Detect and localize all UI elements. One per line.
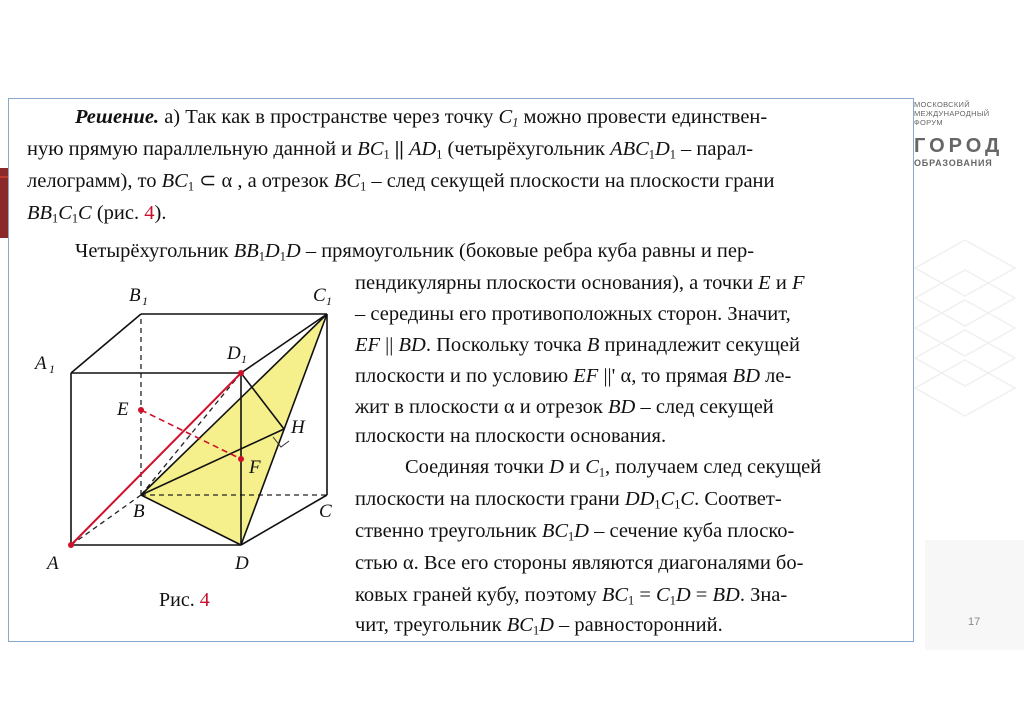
caption-number: 4 (199, 589, 210, 611)
label-D1-sub: 1 (241, 352, 247, 366)
label-D1: D (227, 343, 241, 364)
text-line-1: Решение. а) Так как в пространстве через точку $C_1$ можно провести единствен- (75, 106, 768, 130)
text-span: а) Так как в пространстве через точку (159, 106, 499, 128)
text-span: принадлежит секущей (599, 334, 800, 356)
text-span: , то прямая (631, 365, 733, 387)
text-span: плоскости и по условию (355, 365, 574, 387)
figure-reference: 4 (144, 202, 155, 224)
label-A: A (47, 553, 59, 574)
text-span: ную прямую параллельную данной и (27, 138, 358, 160)
text-span: – равносторонний. (553, 614, 723, 636)
point-D1 (238, 370, 244, 376)
text-line-16: ковых граней кубу, поэтому $BC_1 = C_1D$ = BD. Зна- (355, 584, 788, 608)
text-line-5: Четырёхугольник $BB_1D_1D$ – прямоугольник (боковые ребра куба равны и пер- (75, 240, 755, 264)
text-span: и отрезок (514, 396, 608, 418)
logo-org-line3: ФОРУМ (914, 118, 943, 127)
text-span: жит в плоскости (355, 396, 504, 418)
text-span: ственно треугольник (355, 520, 542, 542)
decorative-tiles (905, 240, 1024, 660)
caption-text: Рис. (159, 589, 195, 611)
cube-figure (29, 279, 349, 599)
label-F: F (249, 457, 261, 478)
text-span: лелограмм), то (27, 170, 162, 192)
text-span: – середины его противоположных сторон. Значит, (355, 303, 791, 325)
text-span: , а отрезок (232, 170, 334, 192)
text-line-13: плоскости на плоскости грани $DD_1C_1C$. Соответ- (355, 488, 782, 512)
text-line-14: ственно треугольник $BC_1D$ – сечение куба плоско- (355, 520, 795, 544)
edge-AB (71, 495, 141, 545)
text-line-3: лелограмм), то $BC_1$ ⊂ α , а отрезок $BC_1$ – след секущей плоскости на плоскости грани (27, 170, 775, 194)
label-A1-sub: 1 (49, 362, 55, 376)
text-span: – след секущей плоскости на плоскости грани (366, 170, 775, 192)
point-F (238, 456, 244, 462)
text-span: . Зна- (739, 584, 788, 606)
text-span: и (563, 456, 586, 478)
text-span: ). (154, 202, 167, 224)
label-C1: C (313, 285, 326, 306)
text-span: ковых граней кубу, поэтому (355, 584, 602, 606)
text-span: плоскости на плоскости основания. (355, 425, 667, 447)
text-line-2: ную прямую параллельную данной и $BC_1$ || $AD_1$ (четырёхугольник $ABC_1D_1$ – парал- (27, 138, 754, 162)
figure-caption (159, 589, 210, 612)
text-line-6: пендикулярны плоскости основания), а точки E и F (355, 272, 805, 294)
text-line-12: Соединяя точки D и $C_1$, получаем след секущей (405, 456, 822, 480)
logo-big-text: ГОРОД (914, 135, 1004, 157)
text-span: Четырёхугольник (75, 240, 234, 262)
logo-org-line1: МОСКОВСКИЙ (914, 100, 970, 109)
logo-small-text: ОБРАЗОВАНИЯ (914, 158, 993, 168)
label-H: H (291, 417, 305, 438)
logo-org-line2: МЕЖДУНАРОДНЫЙ (914, 109, 990, 118)
text-line-7 (355, 302, 791, 326)
text-span: , получаем след секущей (605, 456, 822, 478)
label-E: E (117, 399, 129, 420)
point-E (138, 407, 144, 413)
text-line-17: чит, треугольник $BC_1D$ – равносторонний. (355, 614, 723, 638)
text-span: . Поскольку точка (425, 334, 587, 356)
label-C1-sub: 1 (326, 294, 332, 308)
edge-A1B1 (71, 314, 141, 373)
solution-heading: Решение. (75, 106, 160, 128)
text-line-8: EF || BD. Поскольку точка B принадлежит секущей (355, 334, 800, 356)
text-span: пендикулярны плоскости основания), а точки (355, 272, 759, 294)
label-C: C (319, 501, 332, 522)
label-B1: B (129, 285, 141, 306)
text-span: плоскости на плоскости грани (355, 488, 625, 510)
solution-box (8, 98, 914, 642)
text-span: стью (355, 552, 403, 574)
label-A1: A (35, 353, 47, 374)
label-B1-sub: 1 (142, 294, 148, 308)
text-span: и (770, 272, 792, 294)
slide-number: 17 (968, 616, 981, 628)
label-B: B (133, 501, 145, 522)
text-span: – парал- (675, 138, 754, 160)
text-line-9: плоскости и по условию EF ||' α, то прямая BD ле- (355, 365, 792, 387)
text-span: (четырёхугольник (442, 138, 611, 160)
text-span: можно провести единствен- (518, 106, 768, 128)
text-line-11 (355, 424, 666, 448)
text-span: – след секущей (635, 396, 774, 418)
label-D: D (235, 553, 249, 574)
point-A (68, 542, 74, 548)
forum-logo (912, 100, 1024, 190)
text-line-10: жит в плоскости α и отрезок BD – след секущей (355, 396, 774, 418)
text-span: Соединяя точки (405, 456, 550, 478)
text-span: ле- (760, 365, 792, 387)
text-line-4: $BB_1C_1C$ (рис. 4). (27, 202, 167, 226)
text-span: чит, треугольник (355, 614, 507, 636)
text-line-15: стью α. Все его стороны являются диагоналями бо- (355, 552, 804, 574)
text-span: – сечение куба плоско- (588, 520, 795, 542)
text-span: . Соответ- (694, 488, 782, 510)
text-span: – прямоугольник (боковые ребра куба равны и пер- (300, 240, 755, 262)
text-span: . Все его стороны являются диагоналями бо- (413, 552, 804, 574)
text-span: (рис. (91, 202, 145, 224)
